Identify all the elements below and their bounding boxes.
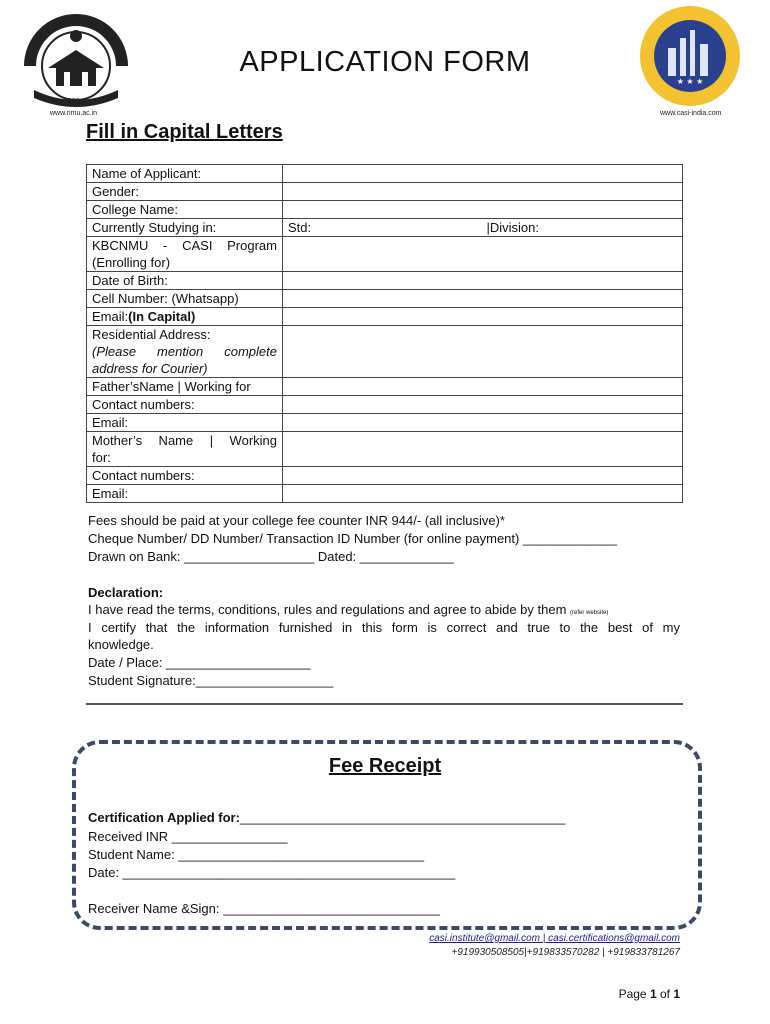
refer-website-note: (refer website) xyxy=(570,610,609,616)
page-total: 1 xyxy=(673,987,680,1001)
declaration-line1-text: I have read the terms, conditions, rules and regulations and agree to abide by them xyxy=(88,602,567,617)
table-row xyxy=(87,485,683,503)
table-row xyxy=(87,414,683,432)
college-label: College Name: xyxy=(87,201,283,219)
studying-field[interactable] xyxy=(283,219,683,237)
gender-label: Gender: xyxy=(87,183,283,201)
email-label xyxy=(87,308,283,326)
program-line1: KBCNMU - CASI Program xyxy=(92,238,277,253)
cheque-line: Cheque Number/ DD Number/ Transaction ID Number (for online payment) _____________ xyxy=(88,531,617,546)
certification-label: Certification Applied for: xyxy=(88,810,240,825)
cell-label: Cell Number: (Whatsapp) xyxy=(87,290,283,308)
contact-emails[interactable]: casi.institute@gmail.com | casi.certifications@gmail.com xyxy=(429,933,680,944)
receipt-date-line: Date: ______________________________________________ xyxy=(88,865,456,880)
declaration-line2: I certify that the information furnished in this form is correct and true to the best of my xyxy=(88,620,680,635)
mother-line2: for: xyxy=(92,450,111,465)
college-field[interactable] xyxy=(283,201,683,219)
page-title: APPLICATION FORM xyxy=(239,46,531,78)
name-field[interactable] xyxy=(283,165,683,183)
page-current: 1 xyxy=(649,987,657,1001)
program-label xyxy=(87,237,283,272)
father-email-field[interactable] xyxy=(283,414,683,432)
receiver-sign-line: Receiver Name &Sign: ______________________________ xyxy=(88,901,441,916)
student-name-line: Student Name: __________________________________ xyxy=(88,847,425,862)
mother-contact-field[interactable] xyxy=(283,467,683,485)
division-label: |Division: xyxy=(486,220,540,235)
svg-text:★ ★ ★: ★ ★ ★ xyxy=(676,77,704,86)
section-divider xyxy=(86,703,683,705)
page-number xyxy=(619,987,680,1001)
father-label: Father’sName | Working for xyxy=(87,378,283,396)
address-line2: (Please mention complete xyxy=(92,344,277,359)
table-row xyxy=(87,219,683,237)
received-inr-line: Received INR ________________ xyxy=(88,829,288,844)
cell-field[interactable] xyxy=(283,290,683,308)
date-place-line: Date / Place: ____________________ xyxy=(88,655,311,670)
declaration-heading: Declaration: xyxy=(88,585,164,600)
table-row xyxy=(87,396,683,414)
email-label-text: Email: xyxy=(92,309,129,324)
table-row xyxy=(87,467,683,485)
application-form-table xyxy=(86,164,683,503)
page-prefix: Page xyxy=(618,987,650,1001)
table-row xyxy=(87,272,683,290)
name-label: Name of Applicant: xyxy=(87,165,283,183)
gender-field[interactable] xyxy=(283,183,683,201)
form-subtitle: Fill in Capital Letters xyxy=(86,121,283,143)
bank-line: Drawn on Bank: __________________ Dated: _____________ xyxy=(88,549,454,564)
email-field[interactable] xyxy=(283,308,683,326)
mother-field[interactable] xyxy=(283,432,683,467)
certification-line xyxy=(88,809,565,827)
address-line3: address for Courier) xyxy=(92,361,208,376)
fee-receipt-title: Fee Receipt xyxy=(328,755,442,777)
dob-label: Date of Birth: xyxy=(87,272,283,290)
mother-contact-label: Contact numbers: xyxy=(87,467,283,485)
mother-line1: Mother’s Name | Working xyxy=(92,433,277,448)
table-row xyxy=(87,378,683,396)
std-label: Std: xyxy=(288,220,312,235)
table-row xyxy=(87,308,683,326)
contact-phones: +919930508505|+919833570282 | +919833781267 xyxy=(451,947,680,958)
dob-field[interactable] xyxy=(283,272,683,290)
table-row xyxy=(87,432,683,467)
mother-email-label: Email: xyxy=(87,485,283,503)
father-field[interactable] xyxy=(283,378,683,396)
program-line2: (Enrolling for) xyxy=(92,255,171,270)
fees-note: Fees should be paid at your college fee counter INR 944/- (all inclusive)* xyxy=(88,513,505,528)
program-field[interactable] xyxy=(283,237,683,272)
certification-blank: _____________________________________________ xyxy=(239,810,566,825)
email-capital-note: (In Capital) xyxy=(128,309,196,324)
logo-url-left: www.nmu.ac.in xyxy=(50,110,98,117)
mother-email-field[interactable] xyxy=(283,485,683,503)
father-contact-field[interactable] xyxy=(283,396,683,414)
table-row xyxy=(87,165,683,183)
address-field[interactable] xyxy=(283,326,683,378)
address-label xyxy=(87,326,283,378)
logo-year: 1990 xyxy=(64,98,80,105)
page-of: of xyxy=(656,987,674,1001)
table-row xyxy=(87,183,683,201)
table-row xyxy=(87,237,683,272)
studying-label: Currently Studying in: xyxy=(87,219,283,237)
mother-label xyxy=(87,432,283,467)
declaration-line3: knowledge. xyxy=(88,637,154,652)
father-contact-label: Contact numbers: xyxy=(87,396,283,414)
address-line1: Residential Address: xyxy=(92,327,211,342)
table-row xyxy=(87,326,683,378)
father-email-label: Email: xyxy=(87,414,283,432)
logo-url-right: www.casi-india.com xyxy=(660,110,722,117)
table-row xyxy=(87,290,683,308)
table-row xyxy=(87,201,683,219)
student-signature-line: Student Signature:___________________ xyxy=(88,673,334,688)
